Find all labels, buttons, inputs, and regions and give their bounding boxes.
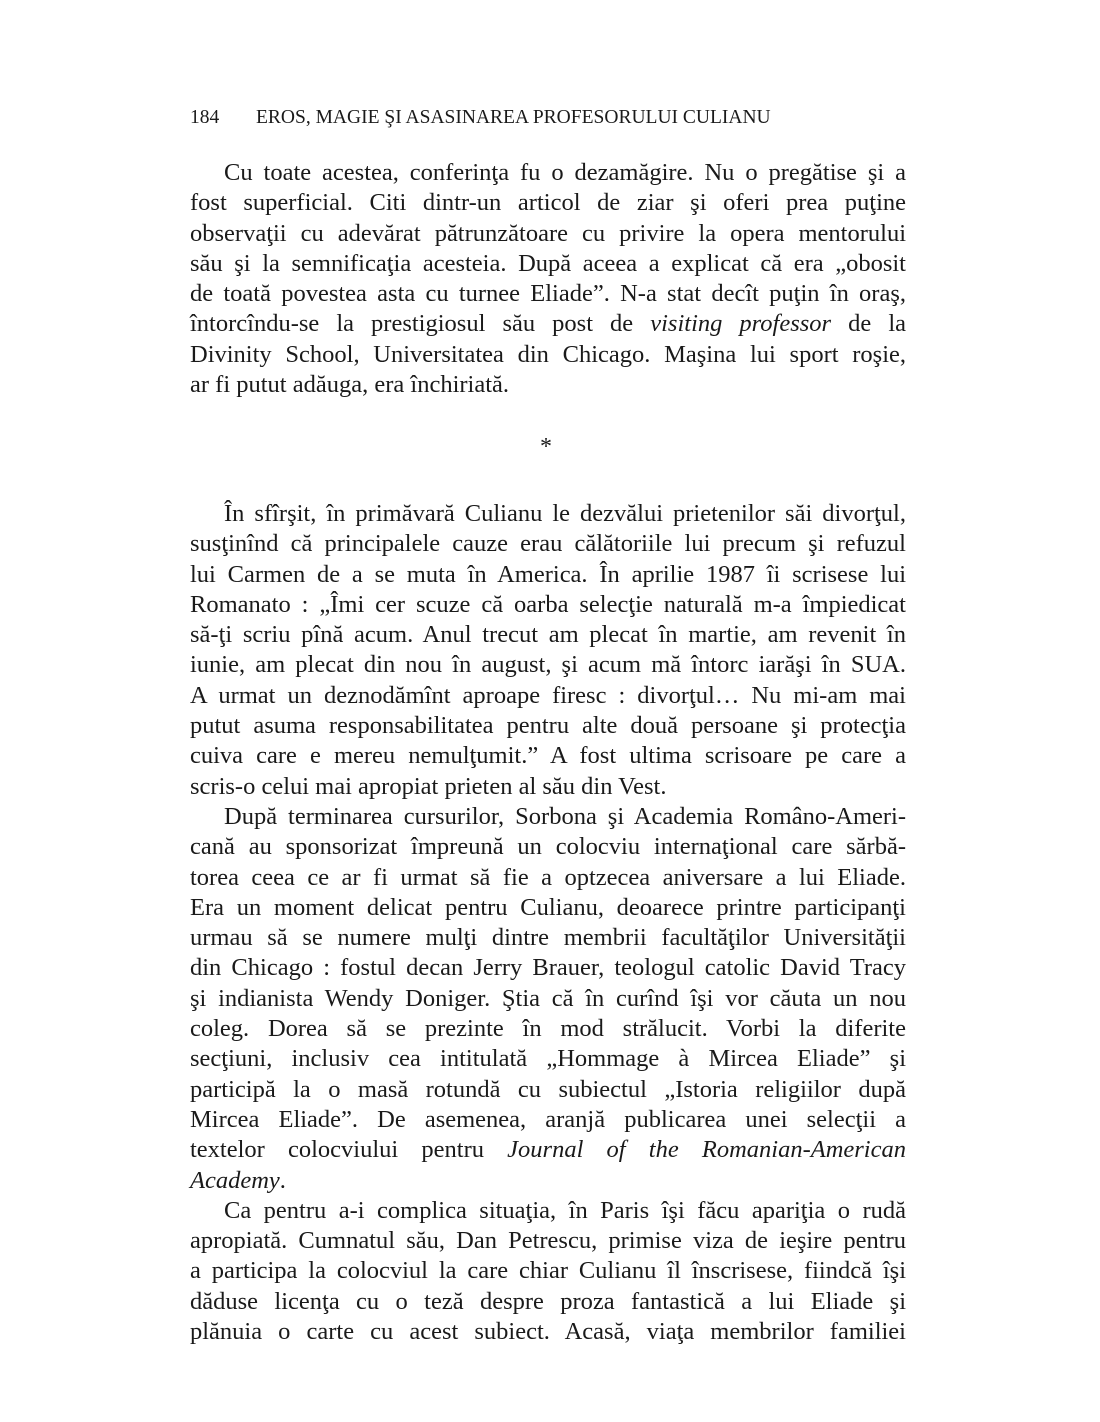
text-line: susţinînd că principalele cauze erau călătoriile lui precum şi refuzul <box>190 530 906 558</box>
text-line: cană au sponsorizat împreună un colocviu internaţional care sărbă- <box>190 833 906 861</box>
running-header <box>190 104 910 132</box>
text-line: A urmat un deznodămînt aproape firesc : divorţul… Nu mi-am mai <box>190 681 906 709</box>
text-line: Divinity School, Universitatea din Chicago. Maşina lui sport roşie, <box>190 340 906 368</box>
text-line: În sfîrşit, în primăvară Culianu le dezvălui prietenilor săi divorţul, <box>224 500 906 527</box>
paragraph-2 <box>190 499 906 1347</box>
section-separator <box>0 432 1100 462</box>
text-run: întorcîndu-se la prestigiosul său post de <box>190 310 651 338</box>
italic-journal-title: Journal of the Romanian-American <box>507 1136 906 1164</box>
text-line: Ca pentru a-i complica situaţia, în Paris îşi făcu apariţia o rudă <box>224 1196 906 1224</box>
text-line: scris-o celui mai apropiat prieten al său din Vest. <box>190 772 667 800</box>
text-run: . <box>279 1166 286 1194</box>
text-line: participă la o masă rotundă cu subiectul „Istoria religiilor după <box>190 1075 906 1103</box>
text-line: său şi la semnificaţia acesteia. După aceea a explicat că era „obosit <box>190 249 906 277</box>
text-line: cuiva care e mereu nemulţumit.” A fost ultima scrisoare pe care a <box>190 742 906 770</box>
text-line: şi indianista Wendy Doniger. Ştia că în curînd îşi vor căuta un nou <box>190 984 906 1012</box>
text-line: Cu toate acestea, conferinţa fu o dezamăgire. Nu o pregătise şi a <box>224 159 906 186</box>
running-title: EROS, MAGIE ŞI ASASINAREA PROFESORULUI CULIANU <box>256 107 771 128</box>
text-line: apropiată. Cumnatul său, Dan Petrescu, primise viza de ieşire pentru <box>190 1227 906 1255</box>
text-line: să-ţi scriu pînă acum. Anul trecut am plecat în martie, am revenit în <box>190 621 906 649</box>
text-line: dăduse licenţa cu o teză despre proza fantastică a lui Eliade şi <box>190 1287 906 1315</box>
text-line: urmau să se numere mulţi dintre membrii facultăţilor Universităţii <box>190 924 906 952</box>
text-line: lui Carmen de a se muta în America. În aprilie 1987 îi scrisese lui <box>190 560 906 588</box>
text-line: de toată povestea asta cu turnee Eliade”. N-a stat decît puţin în oraş, <box>190 280 906 308</box>
text-line: din Chicago : fostul decan Jerry Brauer, teologul catolic David Tracy <box>190 954 906 982</box>
page-number: 184 <box>190 107 220 128</box>
italic-journal-title: Academy <box>190 1166 280 1194</box>
text-line: torea ceea ce ar fi urmat să fie a optzecea aniversare a lui Eliade. <box>190 863 906 891</box>
text-line: iunie, am plecat din nou în august, şi acum mă întorc iarăşi în SUA. <box>190 651 906 679</box>
text-line: coleg. Dorea să se prezinte în mod strălucit. Vorbi la diferite <box>190 1015 906 1043</box>
italic-term: visiting professor <box>650 310 832 338</box>
text-line <box>190 1166 906 1196</box>
text-line: Romanato : „Îmi cer scuze că oarba selecţie naturală m-a împiedicat <box>190 590 906 618</box>
text-line: observaţii cu adevărat pătrunzătoare cu privire la opera mentorului <box>190 219 906 247</box>
text-line: Mircea Eliade”. De asemenea, aranjă publicarea unei selecţii a <box>190 1105 906 1133</box>
text-run: de la <box>831 310 907 338</box>
text-line: secţiuni, inclusiv cea intitulată „Hommage à Mircea Eliade” şi <box>190 1045 906 1073</box>
text-line: putut asuma responsabilitatea pentru alte două persoane şi protecţia <box>190 712 906 740</box>
text-line: a participa la colocviul la care chiar Culianu îl înscrisese, fiindcă îşi <box>190 1257 906 1285</box>
text-run: textelor colocviului pentru <box>190 1136 508 1164</box>
text-line: plănuia o carte cu acest subiect. Acasă, viaţa membrilor familiei <box>190 1318 906 1346</box>
text-line <box>190 1135 906 1165</box>
text-line: După terminarea cursurilor, Sorbona şi Academia Româno-Ameri- <box>224 802 906 830</box>
paragraph-1 <box>190 158 906 400</box>
asterisk: * <box>540 434 552 460</box>
text-line: ar fi putut adăuga, era închiriată. <box>190 371 510 399</box>
text-line: fost superficial. Citi dintr-un articol de ziar şi oferi prea puţine <box>190 189 906 217</box>
text-line: Era un moment delicat pentru Culianu, deoarece printre participanţi <box>190 893 906 921</box>
text-line <box>190 309 906 339</box>
